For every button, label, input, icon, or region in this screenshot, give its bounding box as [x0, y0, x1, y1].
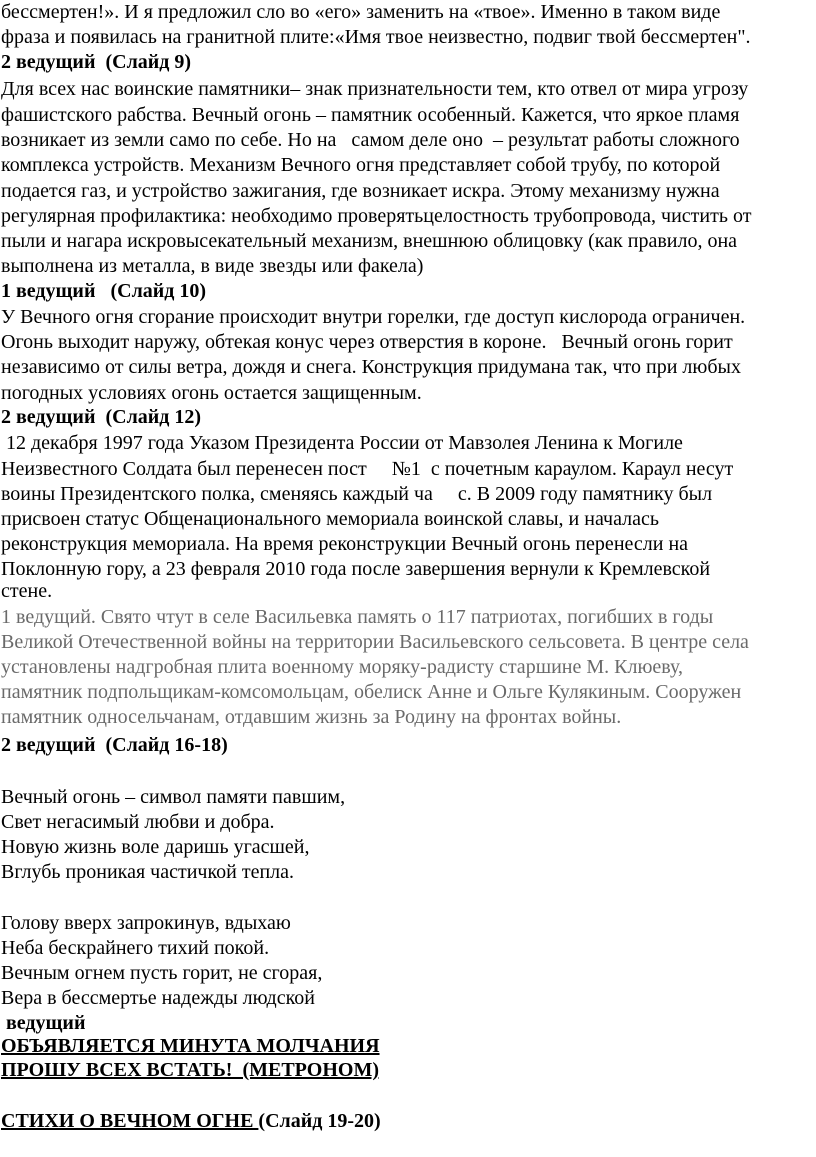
paragraph-line: присвоен статус Общенационального мемориала воинской славы, и началась	[1, 508, 659, 530]
paragraph-line: регулярная профилактика: необходимо проверятьцелостность трубопровода, чистить от	[1, 205, 752, 227]
paragraph-line: комплекса устройств. Механизм Вечного огня представляет собой трубу, по которой	[1, 154, 721, 176]
poem-line: Голову вверх запрокинув, вдыхаю	[1, 912, 291, 934]
paragraph-line: Для всех нас воинские памятники– знак признательности тем, кто отвел от мира угрозу	[1, 78, 749, 100]
poem-line: Вечный огонь – символ памяти павшим,	[1, 786, 346, 808]
section-heading-slide-9: 2 ведущий (Слайд 9)	[1, 51, 192, 73]
gray-paragraph-line: 1 ведущий. Свято чтут в селе Васильевка память о 117 патриотах, погибших в годы	[1, 606, 714, 628]
paragraph-line: возникает из земли само по себе. Но на самом деле оно – результат работы сложного	[1, 129, 740, 151]
final-heading	[1, 1109, 381, 1134]
poem-line: Новую жизнь воле даришь угасшей,	[1, 836, 310, 858]
paragraph-line: 12 декабря 1997 года Указом Президента России от Мавзолея Ленина к Могиле	[1, 432, 683, 454]
intro-line: фраза и появилась на гранитной плите:«Имя твое неизвестно, подвиг твой бессмертен".	[1, 26, 751, 48]
gray-paragraph-line: памятник односельчанам, отдавшим жизнь за Родину на фронтах войны.	[1, 706, 622, 728]
intro-line: бессмертен!». И я предложил сло во «его» заменить на «твое». Именно в таком виде	[1, 1, 721, 23]
announcement-line: ОБЪЯВЛЯЕТСЯ МИНУТА МОЛЧАНИЯ	[1, 1035, 380, 1057]
paragraph-line: воины Президентского полка, сменяясь каждый ча с. В 2009 году памятнику был	[1, 483, 713, 505]
announcement-line: ПРОШУ ВСЕХ ВСТАТЬ! (МЕТРОНОМ)	[1, 1059, 379, 1081]
poem-heading: 2 ведущий (Слайд 16-18)	[1, 734, 228, 756]
paragraph-line: пыли и нагара искровысекательный механизм, внешнюю облицовку (как правило, она	[1, 230, 738, 252]
poem-line: Неба бескрайнего тихий покой.	[1, 937, 270, 959]
paragraph-line: Поклонную гору, а 23 февраля 2010 года после завершения вернули к Кремлевской	[1, 558, 711, 580]
paragraph-line: подается газ, и устройство зажигания, где возникает искра. Этому механизму нужна	[1, 180, 720, 202]
paragraph-line: фашистского рабства. Вечный огонь – памятник особенный. Кажется, что яркое пламя	[1, 104, 740, 126]
paragraph-line: погодных условиях огонь остается защищенным.	[1, 382, 422, 404]
poem-line: Вера в бессмертье надежды людской	[1, 987, 316, 1009]
closing-speaker: ведущий	[1, 1012, 86, 1034]
poem-line: Свет негасимый любви и добра.	[1, 811, 275, 833]
section-heading-slide-12: 2 ведущий (Слайд 12)	[1, 406, 202, 428]
paragraph-line: У Вечного огня сгорание происходит внутри горелки, где доступ кислорода ограничен.	[1, 306, 746, 328]
paragraph-line: выполнена из металла, в виде звезды или факела)	[1, 255, 424, 277]
paragraph-line: Неизвестного Солдата был перенесен пост №1 с почетным караулом. Караул несут	[1, 458, 734, 480]
poem-line: Вечным огнем пусть горит, не сгорая,	[1, 962, 323, 984]
gray-paragraph-line: памятник подпольщикам-комсомольцам, обелиск Анне и Ольге Кулякиным. Сооружен	[1, 681, 742, 703]
paragraph-line: независимо от силы ветра, дождя и снега. Конструкция придумана так, что при любых	[1, 356, 741, 378]
section-heading-slide-10: 1 ведущий (Слайд 10)	[1, 280, 207, 302]
final-heading-slide: (Слайд 19-20)	[258, 1110, 381, 1132]
gray-paragraph-line: установлены надгробная плита военному моряку-радисту старшине М. Клюеву,	[1, 656, 684, 678]
final-heading-title: СТИХИ О ВЕЧНОМ ОГНЕ	[1, 1110, 259, 1132]
paragraph-line: Огонь выходит наружу, обтекая конус через отверстия в короне. Вечный огонь горит	[1, 331, 733, 353]
paragraph-line: стене.	[1, 580, 53, 602]
gray-paragraph-line: Великой Отечественной войны на территории Васильевского сельсовета. В центре села	[1, 631, 749, 653]
paragraph-line: реконструкция мемориала. На время реконструкции Вечный огонь перенесли на	[1, 533, 689, 555]
poem-line: Вглубь проникая частичкой тепла.	[1, 861, 295, 883]
